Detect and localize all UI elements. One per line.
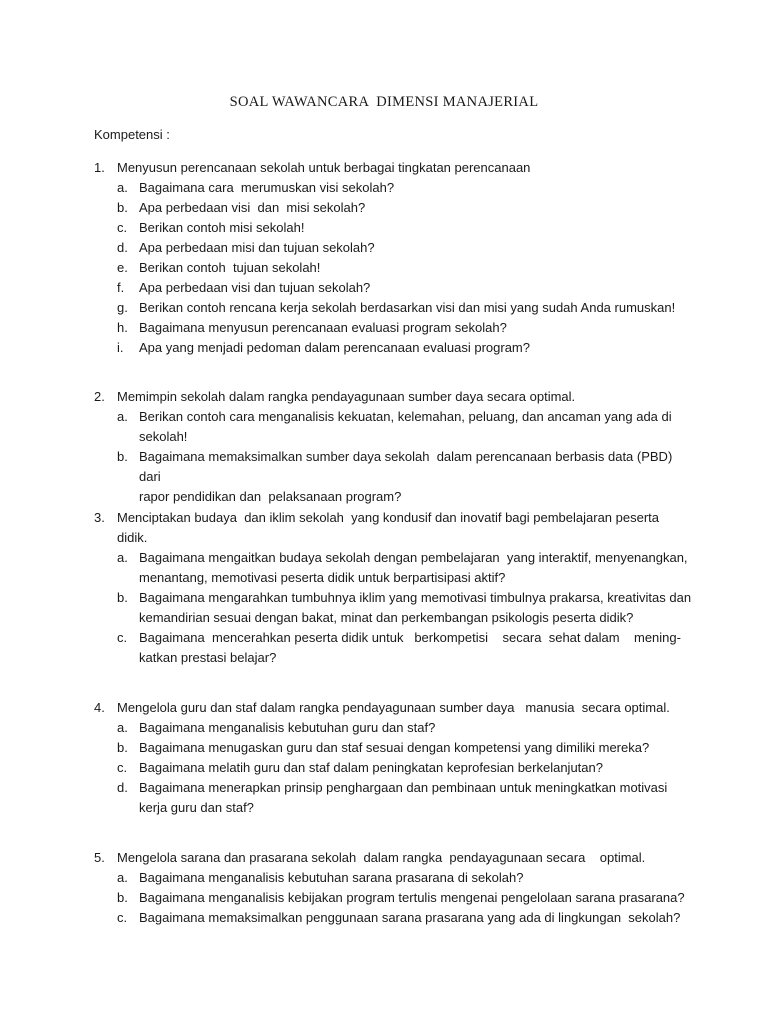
competency-text: Menciptakan budaya dan iklim sekolah yang kondusif dan inovatif bagi pembelajaran peserta didik.: [117, 510, 660, 545]
question-letter: d.: [117, 240, 128, 255]
question-letter: h.: [117, 320, 128, 335]
question-item: [117, 908, 694, 928]
item-number: 3.: [94, 510, 105, 525]
question-item: [117, 218, 694, 238]
question-item: [117, 198, 694, 218]
question-text: Apa perbedaan visi dan misi sekolah?: [139, 200, 366, 215]
competency-section-4: [94, 698, 694, 818]
competency-item: [94, 848, 694, 868]
question-text: Bagaimana menyusun perencanaan evaluasi program sekolah?: [139, 320, 507, 335]
question-letter: g.: [117, 300, 128, 315]
question-letter: a.: [117, 720, 128, 735]
question-item: [117, 778, 694, 818]
question-item: [117, 407, 694, 447]
question-text: Bagaimana mencerahkan peserta didik untuk berkompetisi secara sehat dalam mening- katkan prestasi belajar?: [139, 630, 681, 665]
question-item: [117, 258, 694, 278]
item-number: 1.: [94, 160, 105, 175]
question-text: Bagaimana menugaskan guru dan staf sesuai dengan kompetensi yang dimiliki mereka?: [139, 740, 650, 755]
competency-item: [94, 158, 694, 178]
question-text: Apa yang menjadi pedoman dalam perencanaan evaluasi program?: [139, 340, 530, 355]
question-item: [117, 298, 694, 318]
competency-text: Mengelola sarana dan prasarana sekolah dalam rangka pendayagunaan secara optimal.: [117, 850, 646, 865]
question-letter: a.: [117, 409, 128, 424]
question-item: [117, 318, 694, 338]
question-item: [117, 447, 694, 507]
competency-text: Mengelola guru dan staf dalam rangka pendayagunaan sumber daya manusia secara optimal.: [117, 700, 670, 715]
item-number: 2.: [94, 389, 105, 404]
question-letter: b.: [117, 200, 128, 215]
competency-section-3: [94, 508, 694, 668]
question-item: [117, 738, 694, 758]
question-letter: e.: [117, 260, 128, 275]
competency-section-1: [94, 158, 694, 358]
question-letter: a.: [117, 550, 128, 565]
item-number: 4.: [94, 700, 105, 715]
question-item: [117, 718, 694, 738]
question-letter: c.: [117, 760, 128, 775]
question-item: [117, 278, 694, 298]
question-item: [117, 888, 694, 908]
item-number: 5.: [94, 850, 105, 865]
question-letter: f.: [117, 280, 125, 295]
competency-section-5: [94, 848, 694, 928]
question-text: Bagaimana mengarahkan tumbuhnya iklim yang memotivasi timbulnya prakarsa, kreativitas dan kemandirian sesuai dengan bakat, minat dan perkembangan psikologis peserta didik?: [139, 590, 692, 625]
question-letter: b.: [117, 890, 128, 905]
competency-item: [94, 387, 694, 407]
question-text: Berikan contoh tujuan sekolah!: [139, 260, 321, 275]
competency-section-2: [94, 387, 694, 507]
question-letter: a.: [117, 180, 128, 195]
question-letter: c.: [117, 220, 128, 235]
question-text: Berikan contoh rencana kerja sekolah berdasarkan visi dan misi yang sudah Anda rumuskan!: [139, 300, 676, 315]
competency-item: [94, 698, 694, 718]
question-text: Bagaimana mengaitkan budaya sekolah dengan pembelajaran yang interaktif, menyenangkan, menantang, memotivasi peserta didik untuk berpartisipasi aktif?: [139, 550, 688, 585]
question-text: Bagaimana menerapkan prinsip penghargaan dan pembinaan untuk meningkatkan motivasi kerja guru dan staf?: [139, 780, 668, 815]
question-item: [117, 548, 694, 588]
question-item: [117, 868, 694, 888]
question-item: [117, 758, 694, 778]
question-item: [117, 238, 694, 258]
question-item: [117, 338, 694, 358]
question-text: Bagaimana memaksimalkan penggunaan sarana prasarana yang ada di lingkungan sekolah?: [139, 910, 681, 925]
question-text: Bagaimana menganalisis kebutuhan sarana prasarana di sekolah?: [139, 870, 524, 885]
question-text: Bagaimana menganalisis kebutuhan guru dan staf?: [139, 720, 436, 735]
question-text: Berikan contoh cara menganalisis kekuatan, kelemahan, peluang, dan ancaman yang ada di sekolah!: [139, 409, 672, 444]
question-letter: i.: [117, 340, 124, 355]
question-letter: b.: [117, 449, 128, 464]
question-text: Apa perbedaan misi dan tujuan sekolah?: [139, 240, 375, 255]
competency-text: Menyusun perencanaan sekolah untuk berbagai tingkatan perencanaan: [117, 160, 531, 175]
question-letter: c.: [117, 910, 128, 925]
question-letter: b.: [117, 740, 128, 755]
question-letter: a.: [117, 870, 128, 885]
document-title: SOAL WAWANCARA DIMENSI MANAJERIAL: [229, 94, 539, 110]
question-item: [117, 178, 694, 198]
question-text: Apa perbedaan visi dan tujuan sekolah?: [139, 280, 371, 295]
question-text: Bagaimana menganalisis kebijakan program tertulis mengenai pengelolaan sarana prasarana?: [139, 890, 685, 905]
question-text: Bagaimana melatih guru dan staf dalam peningkatan keprofesian berkelanjutan?: [139, 760, 603, 775]
question-letter: b.: [117, 590, 128, 605]
competency-text: Memimpin sekolah dalam rangka pendayagunaan sumber daya secara optimal.: [117, 389, 576, 404]
question-text: Bagaimana memaksimalkan sumber daya sekolah dalam perencanaan berbasis data (PBD) dari rapor pendidikan dan pelaksanaan program?: [139, 449, 673, 504]
question-text: Berikan contoh misi sekolah!: [139, 220, 305, 235]
question-item: [117, 628, 694, 668]
question-letter: d.: [117, 780, 128, 795]
question-text: Bagaimana cara merumuskan visi sekolah?: [139, 180, 395, 195]
question-letter: c.: [117, 630, 128, 645]
kompetensi-heading: Kompetensi :: [94, 127, 170, 142]
question-item: [117, 588, 694, 628]
competency-item: [94, 508, 694, 548]
